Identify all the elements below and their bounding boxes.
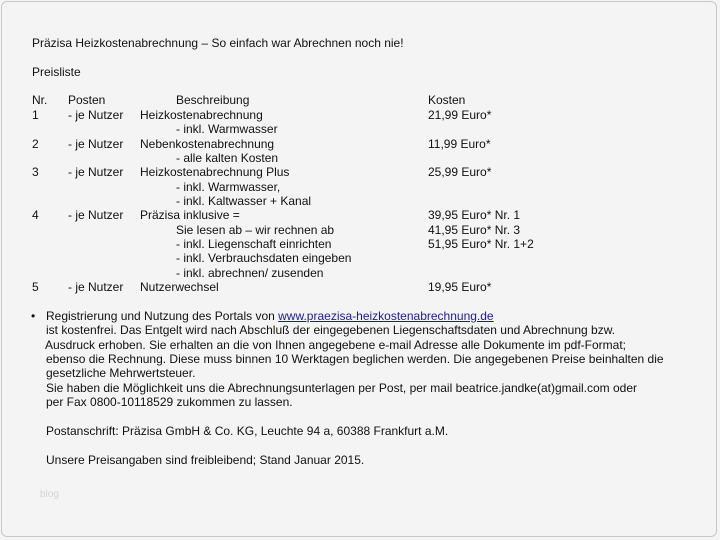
header-beschreibung: Beschreibung	[176, 93, 250, 107]
row-nr: 1	[32, 108, 39, 122]
row-posten: - je Nutzer	[68, 208, 124, 222]
row-detail: - inkl. Liegenschaft einrichten	[176, 237, 332, 251]
row-nr: 3	[32, 165, 39, 179]
row-beschreibung: Heizkostenabrechnung	[140, 108, 263, 122]
row-beschreibung: Nebenkostenabrechnung	[140, 137, 275, 151]
row-posten: - je Nutzer	[68, 137, 124, 151]
row-kosten: 19,95 Euro*	[428, 280, 492, 294]
page-title: Präzisa Heizkostenabrechnung – So einfach war Abrechnen noch nie!	[32, 36, 404, 50]
note-line: Ausdruck erhoben. Sie erhalten an die von Ihnen angegebene e-mail Adresse alle Dokumente im pdf-Format;	[45, 338, 627, 352]
note-prefix: Registrierung und Nutzung des Portals von	[46, 309, 279, 323]
note-line: per Fax 0800-10118529 zukommen zu lassen.	[46, 395, 293, 409]
row-detail: - inkl. Verbrauchsdaten eingeben	[176, 251, 352, 265]
row-beschreibung: Heizkostenabrechnung Plus	[140, 165, 290, 179]
row-kosten: 51,95 Euro* Nr. 1+2	[428, 237, 534, 251]
section-heading: Preisliste	[32, 65, 81, 79]
note-line: gesetzliche Mehrwertsteuer.	[46, 366, 196, 380]
row-nr: 2	[32, 137, 39, 151]
note-line	[46, 309, 494, 323]
row-detail: - alle kalten Kosten	[176, 151, 279, 165]
row-kosten: 21,99 Euro*	[428, 108, 492, 122]
note-line: ist kostenfrei. Das Entgelt wird nach Abschluß der eingegebenen Liegenschaftsdaten und Abrechnung bzw.	[46, 323, 616, 337]
row-posten: - je Nutzer	[68, 165, 124, 179]
row-detail: - inkl. Warmwasser,	[176, 180, 281, 194]
note-line: ebenso die Rechnung. Diese muss binnen 10 Werktagen beglichen werden. Die angegebenen Preise beinhalten die	[46, 352, 664, 366]
row-detail: - inkl. Kaltwasser + Kanal	[176, 194, 312, 208]
bullet-icon: •	[31, 309, 36, 323]
postal-address: Postanschrift: Präzisa GmbH & Co. KG, Leuchte 94 a, 60388 Frankfurt a.M.	[46, 424, 449, 438]
row-beschreibung: Präzisa inklusive =	[140, 208, 240, 222]
note-line: Sie haben die Möglichkeit uns die Abrechnungsunterlagen per Post, per mail beatrice.jandke(at)gmail.com oder	[46, 381, 638, 395]
row-kosten: 41,95 Euro* Nr. 3	[428, 223, 521, 237]
header-kosten: Kosten	[428, 93, 466, 107]
row-detail: - inkl. abrechnen/ zusenden	[176, 266, 324, 280]
watermark: blog	[40, 489, 59, 500]
row-nr: 5	[32, 280, 39, 294]
row-detail: Sie lesen ab – wir rechnen ab	[176, 223, 335, 237]
row-nr: 4	[32, 208, 39, 222]
price-disclaimer: Unsere Preisangaben sind freibleibend; Stand Januar 2015.	[46, 453, 365, 467]
row-posten: - je Nutzer	[68, 280, 124, 294]
row-beschreibung: Nutzerwechsel	[140, 280, 219, 294]
header-posten: Posten	[68, 93, 106, 107]
row-kosten: 39,95 Euro* Nr. 1	[428, 208, 521, 222]
row-detail: - inkl. Warmwasser	[176, 122, 278, 136]
portal-link[interactable]: www.praezisa-heizkostenabrechnung.de	[278, 309, 494, 323]
row-posten: - je Nutzer	[68, 108, 124, 122]
row-kosten: 11,99 Euro*	[428, 137, 491, 151]
header-nr: Nr.	[32, 93, 48, 107]
row-kosten: 25,99 Euro*	[428, 165, 492, 179]
